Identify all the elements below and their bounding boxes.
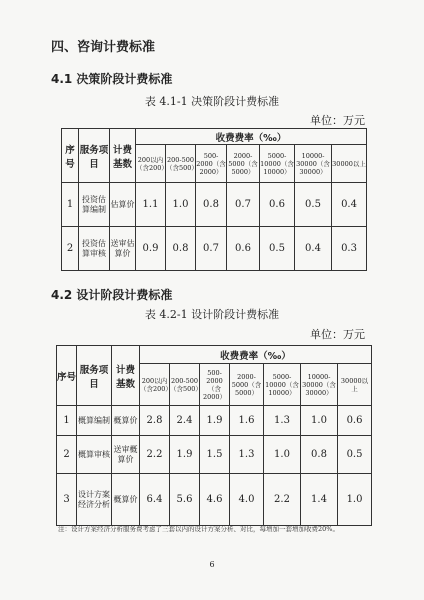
table-row [57,436,372,474]
t1-header-rate: 收费费率（‰） [136,129,367,145]
t1-header-item: 服务项目 [79,129,110,183]
t1-range: 500-2000（含2000） [196,145,227,183]
t1-range: 5000-10000（含10000） [260,145,295,183]
t1-cell-value: 0.8 [196,183,227,227]
t1-cell-value: 0.9 [136,227,166,271]
t1-cell-item: 投资估算审核 [79,227,110,271]
t2-cell-value: 1.0 [264,436,301,474]
t1-cell-value: 1.1 [136,183,166,227]
subsection-heading-4-2: 4.2 设计阶段计费标准 [51,288,173,302]
t1-cell-seq: 1 [62,183,79,227]
t2-cell-item: 概算审核 [77,436,112,474]
t2-cell-value: 1.3 [230,436,264,474]
t2-cell-base: 送审概算价 [112,436,140,474]
t2-cell-value: 1.0 [301,406,338,436]
t2-cell-value: 1.6 [230,406,264,436]
t1-cell-value: 0.4 [332,183,367,227]
t1-range: 200以内（含200） [136,145,166,183]
t2-cell-value: 0.8 [301,436,338,474]
t2-cell-value: 1.3 [264,406,301,436]
t1-range: 2000-5000（含5000） [227,145,260,183]
t2-cell-base: 概算价 [112,406,140,436]
t1-cell-seq: 2 [62,227,79,271]
t1-range: 200-500（含500） [166,145,196,183]
t2-header-item: 服务项目 [77,346,112,406]
table-row [57,474,372,526]
t2-range: 200-500（含500） [170,364,200,406]
t2-range: 500-2000（含2000） [200,364,230,406]
t2-cell-value: 2.2 [140,436,170,474]
table-note: 注：设计方案经济分析服务费考虑了三套以内的设计方案分析、对比，每增加一套增加收费20%。 [58,525,339,533]
t2-range: 10000-30000（含30000） [301,364,338,406]
section-heading: 四、咨询计费标准 [51,40,156,55]
t2-range: 5000-10000（含10000） [264,364,301,406]
t1-cell-value: 0.5 [295,183,332,227]
t2-cell-value: 2.2 [264,474,301,526]
table-row [62,227,367,271]
t1-header-seq: 序号 [62,129,79,183]
t1-cell-item: 投资估算编制 [79,183,110,227]
table2-unit: 单位：万元 [310,328,365,341]
table-row [57,406,372,436]
t1-cell-value: 0.7 [227,183,260,227]
t2-range: 200以内（含200） [140,364,170,406]
t2-cell-value: 5.6 [170,474,200,526]
t2-cell-value: 4.6 [200,474,230,526]
t2-cell-value: 1.9 [170,436,200,474]
t1-range: 10000-30000（含30000） [295,145,332,183]
t1-cell-value: 0.6 [260,183,295,227]
t2-cell-item: 设计方案经济分析 [77,474,112,526]
t1-cell-value: 0.4 [295,227,332,271]
t1-cell-value: 0.3 [332,227,367,271]
t2-cell-seq: 2 [57,436,77,474]
subsection-heading-4-1: 4.1 决策阶段计费标准 [51,72,173,86]
t1-cell-base: 估算价 [110,183,136,227]
t2-cell-value: 1.0 [338,474,372,526]
t2-range: 2000-5000（含5000） [230,364,264,406]
t1-cell-value: 1.0 [166,183,196,227]
t2-header-seq: 序号 [57,346,77,406]
t2-cell-value: 6.4 [140,474,170,526]
t1-range: 30000以上 [332,145,367,183]
t1-cell-value: 0.6 [227,227,260,271]
t2-cell-seq: 3 [57,474,77,526]
table1-unit: 单位：万元 [310,114,365,127]
t2-cell-base: 概算价 [112,474,140,526]
table-design-stage [56,345,372,526]
t2-header-rate: 收费费率（‰） [140,346,372,364]
t1-cell-value: 0.8 [166,227,196,271]
t2-cell-item: 概算编制 [77,406,112,436]
t2-range: 30000以上 [338,364,372,406]
table-row [62,183,367,227]
table2-caption: 表 4.2-1 设计阶段计费标准 [144,308,280,321]
t1-cell-value: 0.7 [196,227,227,271]
t2-cell-value: 1.5 [200,436,230,474]
t2-header-base: 计费基数 [112,346,140,406]
table1-caption: 表 4.1-1 决策阶段计费标准 [144,95,280,108]
t2-cell-value: 0.6 [338,406,372,436]
t1-cell-value: 0.5 [260,227,295,271]
t2-cell-value: 4.0 [230,474,264,526]
table-decision-stage [61,128,367,271]
t2-cell-value: 2.4 [170,406,200,436]
t2-cell-value: 1.4 [301,474,338,526]
t2-cell-value: 0.5 [338,436,372,474]
t1-cell-base: 送审估算价 [110,227,136,271]
t1-header-base: 计费基数 [110,129,136,183]
t2-cell-seq: 1 [57,406,77,436]
t2-cell-value: 2.8 [140,406,170,436]
page-number: 6 [209,560,215,569]
t2-cell-value: 1.9 [200,406,230,436]
